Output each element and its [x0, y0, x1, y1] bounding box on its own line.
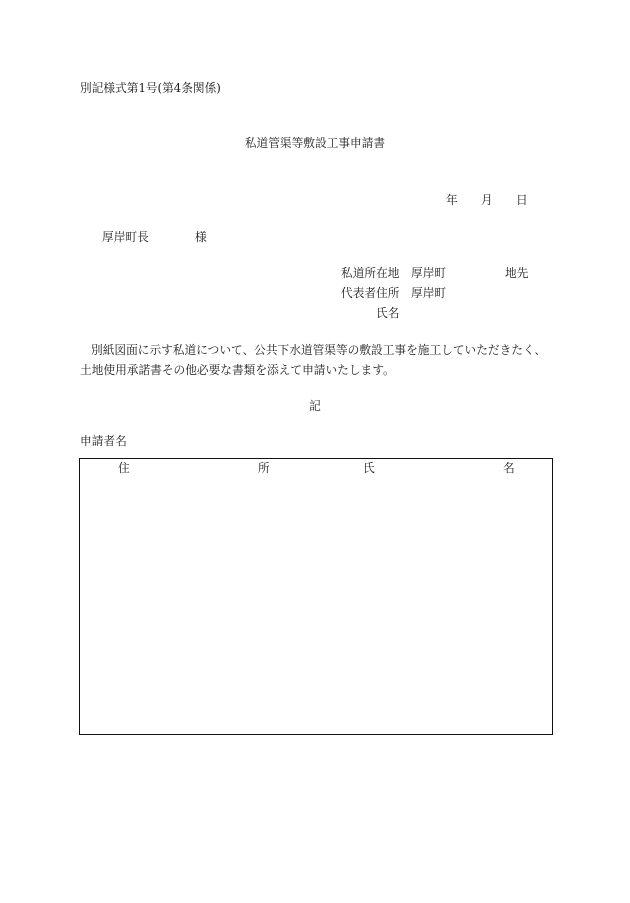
body-line-1: 別紙図面に示す私道について、公共下水道管渠等の敷設工事を施工していただきたく、 [91, 343, 547, 357]
date-month-label: 月 [481, 193, 493, 207]
name-label: 氏名 [376, 306, 400, 320]
road-location-town: 厚岸町 [411, 266, 447, 280]
applicants-caption: 申請者名 [80, 434, 127, 448]
body-line-2: 土地使用承諾書その他必要な書類を添えて申請いたします。 [80, 363, 395, 377]
addressee-honorific: 様 [195, 230, 207, 244]
addressee-name: 厚岸町長 [102, 230, 149, 244]
rep-address-label: 代表者住所 [341, 286, 400, 300]
date-year-label: 年 [446, 193, 458, 207]
table-header-address-2: 所 [258, 461, 270, 475]
ki-heading: 記 [309, 399, 321, 413]
rep-address-town: 厚岸町 [411, 286, 447, 300]
road-location-label: 私道所在地 [341, 266, 400, 280]
road-location-suffix: 地先 [505, 266, 529, 280]
document-title: 私道管渠等敷設工事申請書 [244, 136, 386, 150]
table-header-address-1: 住 [118, 461, 130, 475]
form-label: 別記様式第1号(第4条関係) [80, 81, 221, 95]
date-day-label: 日 [516, 193, 528, 207]
table-header-name-1: 氏 [363, 461, 375, 475]
table-header-name-2: 名 [503, 461, 515, 475]
applicants-table [79, 458, 553, 735]
